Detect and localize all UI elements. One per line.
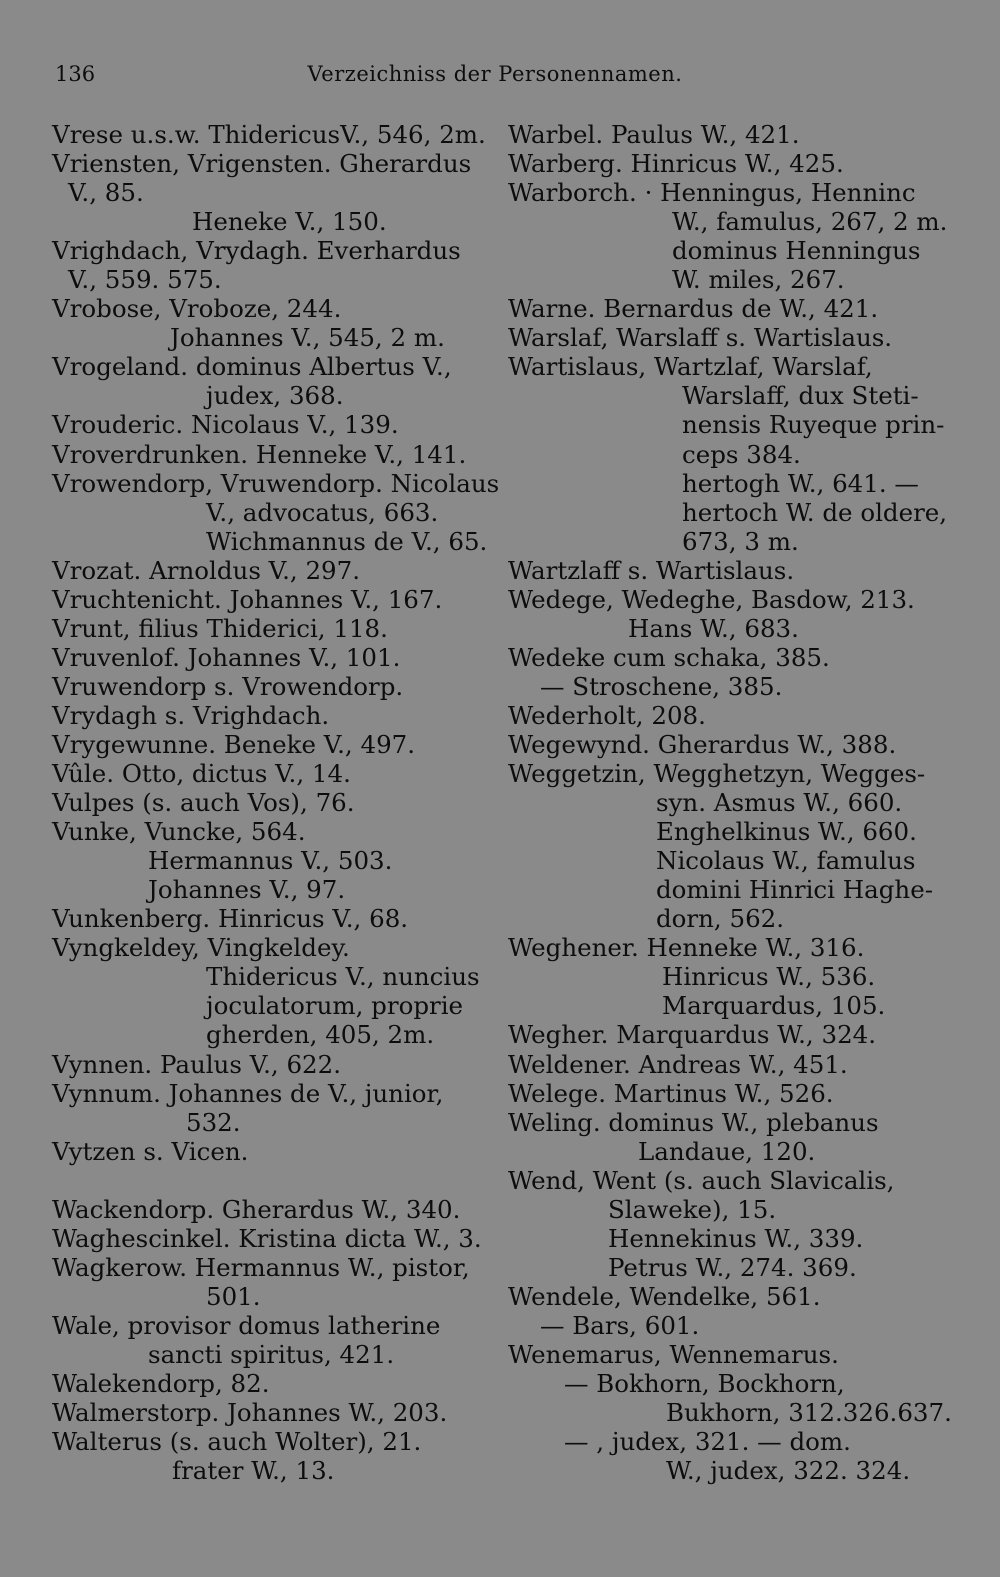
index-line: Hermannus V., 503.: [148, 846, 393, 876]
index-line: dorn, 562.: [656, 904, 785, 934]
index-line: Walmerstorp. Johannes W., 203.: [52, 1398, 448, 1428]
index-line: Welege. Martinus W., 526.: [508, 1078, 834, 1108]
index-line: Warslaff, dux Steti-: [682, 381, 919, 411]
index-line: Vunkenberg. Hinricus V., 68.: [52, 904, 409, 934]
index-line: 501.: [206, 1281, 261, 1311]
index-line: Vrunt, filius Thiderici, 118.: [52, 613, 388, 643]
index-line: Vriensten, Vrigensten. Gherardus: [52, 149, 472, 179]
index-line: hertogh W., 641. —: [682, 468, 919, 498]
index-line: Vroverdrunken. Henneke V., 141.: [52, 439, 467, 469]
index-line: Johannes V., 545, 2 m.: [170, 323, 445, 353]
index-line: Vrygewunne. Beneke V., 497.: [52, 729, 416, 759]
index-line: Vrozat. Arnoldus V., 297.: [52, 555, 361, 585]
index-line: V., advocatus, 663.: [206, 497, 439, 527]
index-line: — Stroschene, 385.: [540, 671, 783, 701]
left-column: [52, 120, 500, 1486]
index-line: Wederholt, 208.: [508, 700, 706, 730]
index-line: Walekendorp, 82.: [52, 1369, 270, 1399]
index-line: nensis Ruyeque prin-: [682, 410, 945, 440]
index-line: Warslaf, Warslaff s. Wartislaus.: [508, 323, 893, 353]
page-number: 136: [55, 62, 96, 86]
index-line: Warbel. Paulus W., 421.: [508, 120, 800, 149]
index-line: Vynnen. Paulus V., 622.: [52, 1049, 342, 1079]
index-line: Weling. dominus W., plebanus: [508, 1107, 879, 1137]
index-line: Wendele, Wendelke, 561.: [508, 1281, 821, 1311]
index-line: Bukhorn, 312.326.637.: [666, 1398, 952, 1428]
index-line: hertoch W. de oldere,: [682, 497, 948, 527]
index-line: Vrowendorp, Vruwendorp. Nicolaus: [52, 468, 500, 498]
index-line: Wenemarus, Wennemarus.: [508, 1339, 839, 1369]
index-line: W., famulus, 267, 2 m.: [672, 207, 948, 237]
index-line: Vyngkeldey, Vingkeldey.: [52, 933, 350, 963]
index-line: Wagkerow. Hermannus W., pistor,: [52, 1252, 470, 1282]
index-line: Weldener. Andreas W., 451.: [508, 1049, 848, 1079]
index-line: Marquardus, 105.: [662, 991, 886, 1021]
index-line: Hennekinus W., 339.: [608, 1223, 864, 1253]
index-line: V., 559. 575.: [68, 265, 222, 295]
index-line: — Bokhorn, Bockhorn,: [564, 1369, 845, 1399]
index-line: joculatorum, proprie: [206, 991, 464, 1021]
index-line: Weggetzin, Wegghetzyn, Wegges-: [508, 759, 926, 789]
index-line: Wale, provisor domus latherine: [52, 1310, 441, 1340]
index-line: judex, 368.: [206, 381, 344, 411]
index-line: — Bars, 601.: [540, 1310, 700, 1340]
index-line: Vrighdach, Vrydagh. Everhardus: [52, 236, 461, 266]
index-line: frater W., 13.: [172, 1456, 335, 1486]
index-line: W., judex, 322. 324.: [666, 1456, 911, 1486]
index-line: Wartislaus, Wartzlaf, Warslaf,: [508, 352, 873, 382]
index-line: Vruvenlof. Johannes V., 101.: [52, 642, 401, 672]
index-line: Warborch. · Henningus, Henninc: [508, 178, 916, 208]
index-line: syn. Asmus W., 660.: [656, 788, 903, 818]
index-line: Wegewynd. Gherardus W., 388.: [508, 729, 897, 759]
index-line: Wartzlaff s. Wartislaus.: [508, 555, 795, 585]
index-line: Vrydagh s. Vrighdach.: [52, 700, 330, 730]
index-line: Vytzen s. Vicen.: [52, 1136, 249, 1166]
index-line: Hinricus W., 536.: [662, 962, 876, 992]
index-line: Vrobose, Vroboze, 244.: [52, 294, 342, 324]
index-line: gherden, 405, 2m.: [206, 1020, 435, 1050]
index-line: Waghescinkel. Kristina dicta W., 3.: [52, 1223, 482, 1253]
index-line: W. miles, 267.: [672, 265, 845, 295]
index-line: Johannes V., 97.: [148, 875, 346, 905]
index-line: Wend, Went (s. auch Slavicalis,: [508, 1165, 895, 1195]
index-line: Vrese u.s.w. ThidericusV., 546, 2m.: [52, 120, 486, 149]
index-line: Warne. Bernardus de W., 421.: [508, 294, 879, 324]
index-line: Vulpes (s. auch Vos), 76.: [52, 788, 355, 818]
index-line: Vrouderic. Nicolaus V., 139.: [52, 410, 399, 440]
running-title: Verzeichniss der Personennamen.: [307, 62, 683, 86]
index-line: Weghener. Henneke W., 316.: [508, 933, 865, 963]
index-line: Hans W., 683.: [628, 613, 799, 643]
index-line: 673, 3 m.: [682, 526, 799, 556]
index-line: Vruchtenicht. Johannes V., 167.: [52, 584, 443, 614]
index-line: Nicolaus W., famulus: [656, 846, 916, 876]
index-line: Vûle. Otto, dictus V., 14.: [52, 759, 351, 789]
index-line: Vrogeland. dominus Albertus V.,: [52, 352, 452, 382]
index-line: V., 85.: [68, 178, 144, 208]
index-line: Wegher. Marquardus W., 324.: [508, 1020, 877, 1050]
index-line: sancti spiritus, 421.: [148, 1339, 395, 1369]
index-line: Wedege, Wedeghe, Basdow, 213.: [508, 584, 915, 614]
index-line: Slaweke), 15.: [608, 1194, 777, 1224]
index-line: Vunke, Vuncke, 564.: [52, 817, 306, 847]
index-line: Wichmannus de V., 65.: [206, 526, 488, 556]
index-line: Landaue, 120.: [638, 1136, 816, 1166]
index-line: domini Hinrici Haghe-: [656, 875, 933, 905]
index-line: Petrus W., 274. 369.: [608, 1252, 857, 1282]
index-line: Warberg. Hinricus W., 425.: [508, 149, 844, 179]
index-line: ceps 384.: [682, 439, 801, 469]
index-line: Thidericus V., nuncius: [206, 962, 480, 992]
index-line: Wackendorp. Gherardus W., 340.: [52, 1194, 461, 1224]
section-gap: [52, 1166, 482, 1195]
index-line: Enghelkinus W., 660.: [656, 817, 917, 847]
index-line: dominus Henningus: [672, 236, 921, 266]
index-line: Walterus (s. auch Wolter), 21.: [52, 1427, 422, 1457]
page-header: [55, 62, 935, 92]
index-line: Vynnum. Johannes de V., junior,: [52, 1078, 444, 1108]
index-line: — , judex, 321. — dom.: [564, 1427, 851, 1457]
index-line: Wedeke cum schaka, 385.: [508, 642, 830, 672]
index-line: 532.: [186, 1107, 241, 1137]
index-line: Heneke V., 150.: [192, 207, 387, 237]
index-line: Vruwendorp s. Vrowendorp.: [52, 671, 404, 701]
right-column: [508, 120, 952, 1486]
